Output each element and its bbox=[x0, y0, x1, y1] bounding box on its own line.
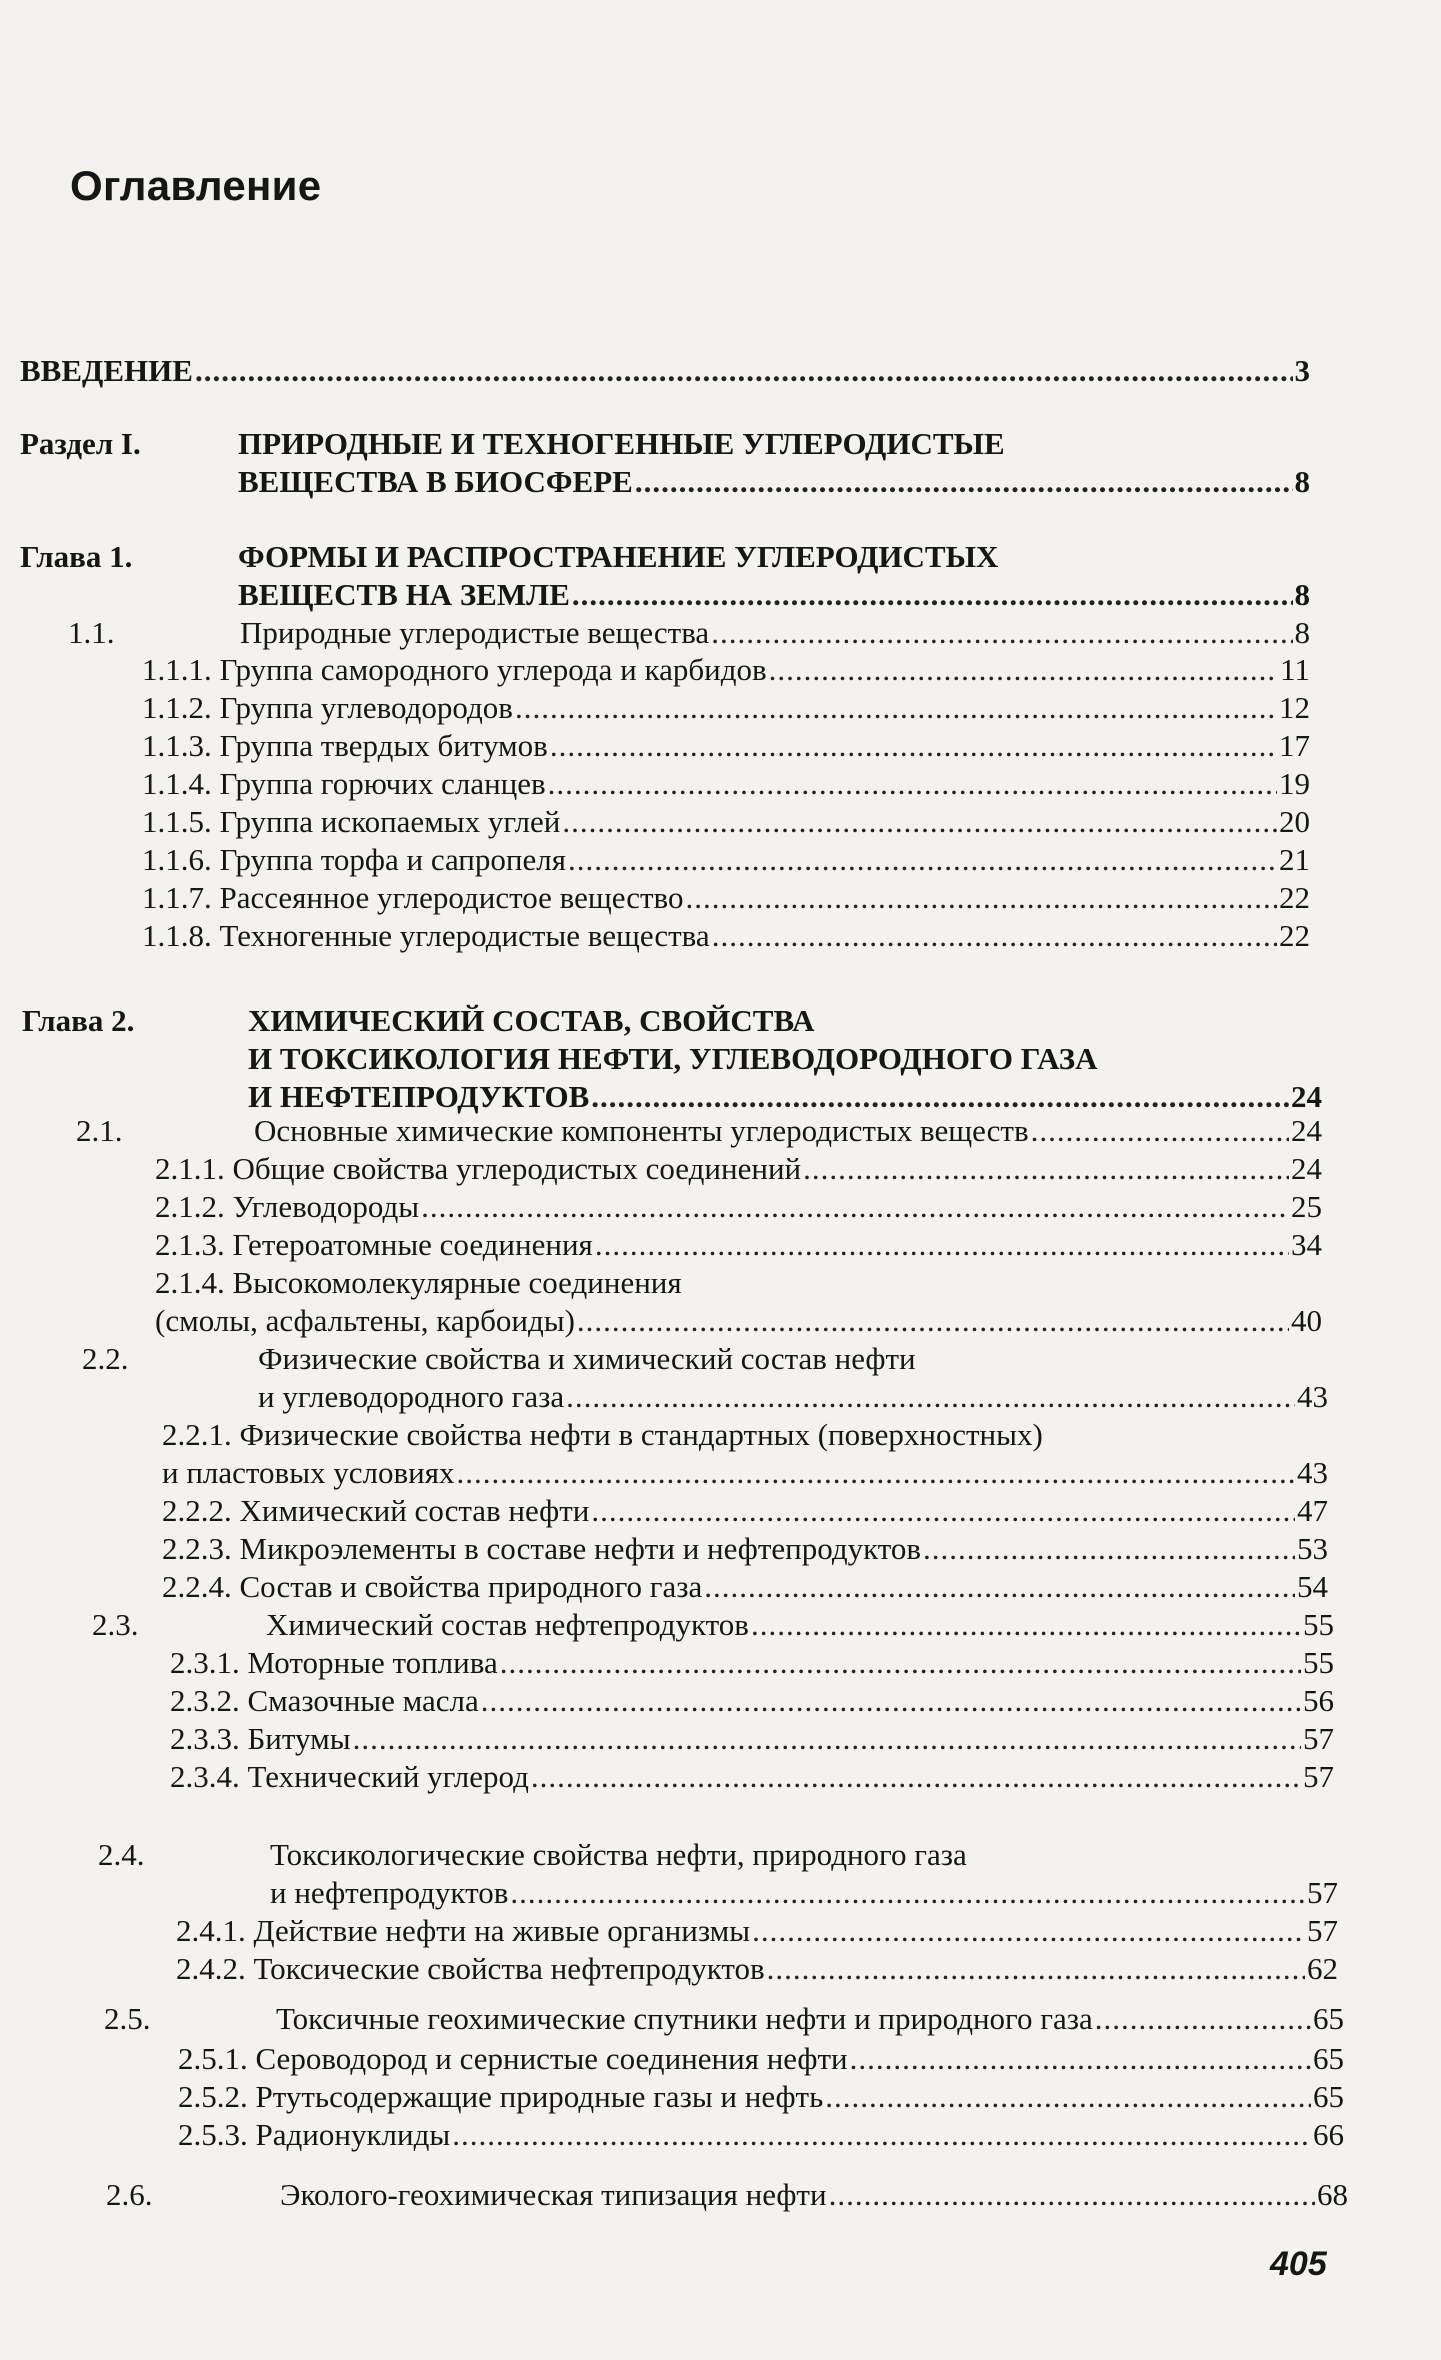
toc-entry-label: Раздел I. bbox=[20, 426, 141, 461]
toc-entry-text: 1.1.7. Рассеянное углеродистое вещество bbox=[142, 880, 684, 915]
toc-entry-text: 2.4.1. Действие нефти на живые организмы bbox=[176, 1913, 751, 1948]
dot-leader bbox=[515, 689, 1277, 727]
toc-entry-text: 2.2.4. Состав и свойства природного газа bbox=[162, 1569, 703, 1604]
toc-entry-text: 2.1.1. Общие свойства углеродистых соединений bbox=[155, 1151, 802, 1186]
toc-entry-label: 2.3. bbox=[92, 1607, 139, 1642]
toc-entry bbox=[82, 1340, 1328, 1416]
toc-entry-label: 2.6. bbox=[106, 2177, 153, 2212]
toc-entry-label: 2.1. bbox=[76, 1113, 123, 1148]
dot-leader bbox=[685, 879, 1277, 917]
toc-entry bbox=[142, 879, 1310, 917]
toc-entry-page: 8 bbox=[1294, 615, 1310, 650]
dot-leader bbox=[457, 1454, 1296, 1492]
toc-entry-text: И НЕФТЕПРОДУКТОВ bbox=[248, 1079, 590, 1114]
toc-entry bbox=[155, 1226, 1322, 1264]
dot-leader bbox=[500, 1644, 1301, 1682]
toc-entry-page: 24 bbox=[1291, 1151, 1322, 1186]
toc-entry-page: 24 bbox=[1291, 1113, 1322, 1148]
dot-leader bbox=[829, 2176, 1315, 2214]
toc-entry-text: (смолы, асфальтены, карбоиды) bbox=[155, 1303, 575, 1338]
toc-entry-page: 57 bbox=[1303, 1721, 1334, 1756]
toc-entry bbox=[178, 2116, 1344, 2154]
toc-entry-label: Глава 2. bbox=[22, 1003, 135, 1038]
toc-heading: Оглавление bbox=[70, 162, 322, 209]
toc-entry bbox=[162, 1530, 1328, 1568]
dot-leader bbox=[850, 2040, 1311, 2078]
toc-entry-text: 2.2.2. Химический состав нефти bbox=[162, 1493, 590, 1528]
toc-entry bbox=[142, 727, 1310, 765]
toc-entry-text: 1.1.1. Группа самородного углерода и карбидов bbox=[142, 652, 767, 687]
toc-entry-page: 40 bbox=[1291, 1303, 1322, 1338]
toc-entry bbox=[170, 1644, 1334, 1682]
dot-leader bbox=[825, 2078, 1311, 2116]
toc-entry-text: Токсичные геохимические спутники нефти и природного газа bbox=[276, 2001, 1093, 2036]
toc-entry-page: 34 bbox=[1291, 1227, 1322, 1262]
dot-leader bbox=[452, 2116, 1311, 2154]
toc-entry-text: ВЕЩЕСТВА В БИОСФЕРЕ bbox=[238, 464, 633, 499]
toc-entry bbox=[68, 614, 1310, 652]
dot-leader bbox=[591, 1078, 1289, 1116]
toc-entry bbox=[170, 1720, 1334, 1758]
toc-entry-page: 24 bbox=[1291, 1079, 1322, 1114]
toc-entry-text: и пластовых условиях bbox=[162, 1455, 455, 1490]
toc-entry bbox=[162, 1492, 1328, 1530]
toc-entry bbox=[20, 352, 1310, 390]
toc-entry-page: 19 bbox=[1279, 766, 1310, 801]
toc-entry bbox=[178, 2078, 1344, 2116]
toc-entry-text: Химический состав нефтепродуктов bbox=[266, 1607, 749, 1642]
toc-entry-page: 65 bbox=[1313, 2041, 1344, 2076]
dot-leader bbox=[1095, 2000, 1311, 2038]
dot-leader bbox=[566, 1378, 1295, 1416]
toc-entry bbox=[176, 1950, 1338, 1988]
toc-entry-text: 2.5.3. Радионуклиды bbox=[178, 2117, 451, 2152]
toc-entry-text: 1.1.3. Группа твердых битумов bbox=[142, 728, 548, 763]
toc-entry-page: 17 bbox=[1279, 728, 1310, 763]
toc-entry-page: 11 bbox=[1280, 652, 1310, 687]
toc-entry-text: 2.1.3. Гетероатомные соединения bbox=[155, 1227, 593, 1262]
toc-entry bbox=[142, 651, 1310, 689]
toc-entry-text: 1.1.5. Группа ископаемых углей bbox=[142, 804, 561, 839]
toc-entry-text: 2.4.2. Токсические свойства нефтепродуктов bbox=[176, 1951, 765, 1986]
toc-entry-text: ВЕЩЕСТВ НА ЗЕМЛЕ bbox=[238, 577, 570, 612]
page-number: 405 bbox=[1270, 2245, 1327, 2283]
toc-entry-label: 2.4. bbox=[98, 1837, 145, 1872]
toc-entry-text: ПРИРОДНЫЕ И ТЕХНОГЕННЫЕ УГЛЕРОДИСТЫЕ bbox=[238, 426, 1005, 461]
toc-entry-text: И ТОКСИКОЛОГИЯ НЕФТИ, УГЛЕВОДОРОДНОГО ГАЗА bbox=[248, 1041, 1098, 1076]
toc-entry-text: 2.5.1. Сероводород и сернистые соединения нефти bbox=[178, 2041, 848, 2076]
toc-entry bbox=[98, 1836, 1338, 1912]
dot-leader bbox=[752, 1912, 1305, 1950]
toc-entry-page: 8 bbox=[1294, 577, 1310, 612]
dot-leader bbox=[510, 1874, 1305, 1912]
dot-leader bbox=[712, 917, 1277, 955]
toc-entry-text: и углеводородного газа bbox=[258, 1379, 565, 1414]
toc-entry-page: 43 bbox=[1297, 1455, 1328, 1490]
dot-leader bbox=[548, 765, 1277, 803]
toc-entry-page: 22 bbox=[1279, 918, 1310, 953]
toc-entry-text: и нефтепродуктов bbox=[270, 1875, 509, 1910]
toc-entry bbox=[162, 1568, 1328, 1606]
toc-entry bbox=[142, 803, 1310, 841]
toc-entry bbox=[92, 1606, 1334, 1644]
toc-entry-text: 2.2.1. Физические свойства нефти в стандартных (поверхностных) bbox=[162, 1417, 1043, 1452]
toc-entry bbox=[20, 538, 1310, 614]
toc-entry bbox=[162, 1416, 1328, 1492]
toc-entry-page: 21 bbox=[1279, 842, 1310, 877]
dot-leader bbox=[635, 463, 1293, 501]
toc-entry-page: 55 bbox=[1303, 1645, 1334, 1680]
toc-entry-page: 20 bbox=[1279, 804, 1310, 839]
toc-entry bbox=[22, 1002, 1322, 1116]
dot-leader bbox=[751, 1606, 1301, 1644]
toc-entry bbox=[142, 841, 1310, 879]
toc-entry bbox=[170, 1682, 1334, 1720]
toc-entry-page: 57 bbox=[1307, 1875, 1338, 1910]
toc-entry-page: 65 bbox=[1313, 2001, 1344, 2036]
toc-entry-label: 2.5. bbox=[104, 2001, 151, 2036]
toc-entry-text: 2.3.3. Битумы bbox=[170, 1721, 351, 1756]
toc-entry bbox=[142, 765, 1310, 803]
dot-leader bbox=[421, 1188, 1289, 1226]
dot-leader bbox=[562, 803, 1277, 841]
toc-entry-text: 2.3.2. Смазочные масла bbox=[170, 1683, 479, 1718]
toc-entry-page: 56 bbox=[1303, 1683, 1334, 1718]
dot-leader bbox=[711, 614, 1292, 652]
dot-leader bbox=[1031, 1112, 1289, 1150]
toc-entry-page: 54 bbox=[1297, 1569, 1328, 1604]
toc-entry-text: 2.1.2. Углеводороды bbox=[155, 1189, 420, 1224]
toc-entry-text: 2.1.4. Высокомолекулярные соединения bbox=[155, 1265, 682, 1300]
toc-entry-text: 1.1.8. Техногенные углеродистые вещества bbox=[142, 918, 710, 953]
toc-entry bbox=[155, 1188, 1322, 1226]
dot-leader bbox=[550, 727, 1277, 765]
toc-entry bbox=[155, 1264, 1322, 1340]
toc-entry bbox=[106, 2176, 1348, 2214]
dot-leader bbox=[572, 576, 1293, 614]
dot-leader bbox=[577, 1302, 1289, 1340]
toc-entry-page: 8 bbox=[1294, 464, 1310, 499]
toc-entry-text: ХИМИЧЕСКИЙ СОСТАВ, СВОЙСТВА bbox=[248, 1003, 815, 1038]
toc-entry-page: 22 bbox=[1279, 880, 1310, 915]
dot-leader bbox=[568, 841, 1277, 879]
toc-entry-page: 62 bbox=[1307, 1951, 1338, 1986]
toc-entry-text: ВВЕДЕНИЕ bbox=[20, 353, 193, 388]
dot-leader bbox=[481, 1682, 1301, 1720]
toc-entry-page: 43 bbox=[1297, 1379, 1328, 1414]
toc-entry-text: 2.2.3. Микроэлементы в составе нефти и нефтепродуктов bbox=[162, 1531, 922, 1566]
toc-entry bbox=[155, 1150, 1322, 1188]
toc-entry-page: 57 bbox=[1307, 1913, 1338, 1948]
toc-entry-text: Токсикологические свойства нефти, природного газа bbox=[270, 1837, 967, 1872]
dot-leader bbox=[923, 1530, 1295, 1568]
dot-leader bbox=[591, 1492, 1295, 1530]
toc-entry-text: 1.1.6. Группа торфа и сапропеля bbox=[142, 842, 566, 877]
dot-leader bbox=[803, 1150, 1289, 1188]
toc-entry-page: 12 bbox=[1279, 690, 1310, 725]
dot-leader bbox=[195, 352, 1293, 390]
toc-entry-text: 1.1.2. Группа углеводородов bbox=[142, 690, 513, 725]
toc-entry-text: Эколого-геохимическая типизация нефти bbox=[280, 2177, 827, 2212]
toc-entry-text: ФОРМЫ И РАСПРОСТРАНЕНИЕ УГЛЕРОДИСТЫХ bbox=[238, 539, 999, 574]
toc-entry-page: 25 bbox=[1291, 1189, 1322, 1224]
toc-entry-text: Природные углеродистые вещества bbox=[240, 615, 710, 650]
toc-entry-page: 55 bbox=[1303, 1607, 1334, 1642]
toc-entry-text: 1.1.4. Группа горючих сланцев bbox=[142, 766, 546, 801]
toc-entry-page: 47 bbox=[1297, 1493, 1328, 1528]
toc-entry bbox=[142, 917, 1310, 955]
toc-entry-text: 2.3.1. Моторные топлива bbox=[170, 1645, 498, 1680]
dot-leader bbox=[704, 1568, 1295, 1606]
toc-entry bbox=[142, 689, 1310, 727]
toc-entry-page: 65 bbox=[1313, 2079, 1344, 2114]
toc-entry-page: 57 bbox=[1303, 1759, 1334, 1794]
toc-entry-text: Основные химические компоненты углеродистых веществ bbox=[254, 1113, 1029, 1148]
toc-entry bbox=[170, 1758, 1334, 1796]
toc-entry bbox=[176, 1912, 1338, 1950]
toc-entry-text: 2.5.2. Ртутьсодержащие природные газы и нефть bbox=[178, 2079, 824, 2114]
toc-entry-page: 68 bbox=[1317, 2177, 1348, 2212]
toc-entry-page: 66 bbox=[1313, 2117, 1344, 2152]
dot-leader bbox=[353, 1720, 1301, 1758]
toc-entry bbox=[104, 2000, 1344, 2038]
toc-entry bbox=[76, 1112, 1322, 1150]
toc-entry-label: 2.2. bbox=[82, 1341, 129, 1376]
dot-leader bbox=[767, 1950, 1305, 1988]
dot-leader bbox=[769, 651, 1278, 689]
toc-entry-label: 1.1. bbox=[68, 615, 115, 650]
toc-entry-text: 2.3.4. Технический углерод bbox=[170, 1759, 529, 1794]
toc-entry-page: 3 bbox=[1294, 353, 1310, 388]
dot-leader bbox=[531, 1758, 1301, 1796]
dot-leader bbox=[595, 1226, 1289, 1264]
toc-entry-page: 53 bbox=[1297, 1531, 1328, 1566]
toc-entry-label: Глава 1. bbox=[20, 539, 133, 574]
toc-entry-text: Физические свойства и химический состав нефти bbox=[258, 1341, 916, 1376]
toc-entry bbox=[20, 425, 1310, 501]
toc-entry bbox=[178, 2040, 1344, 2078]
